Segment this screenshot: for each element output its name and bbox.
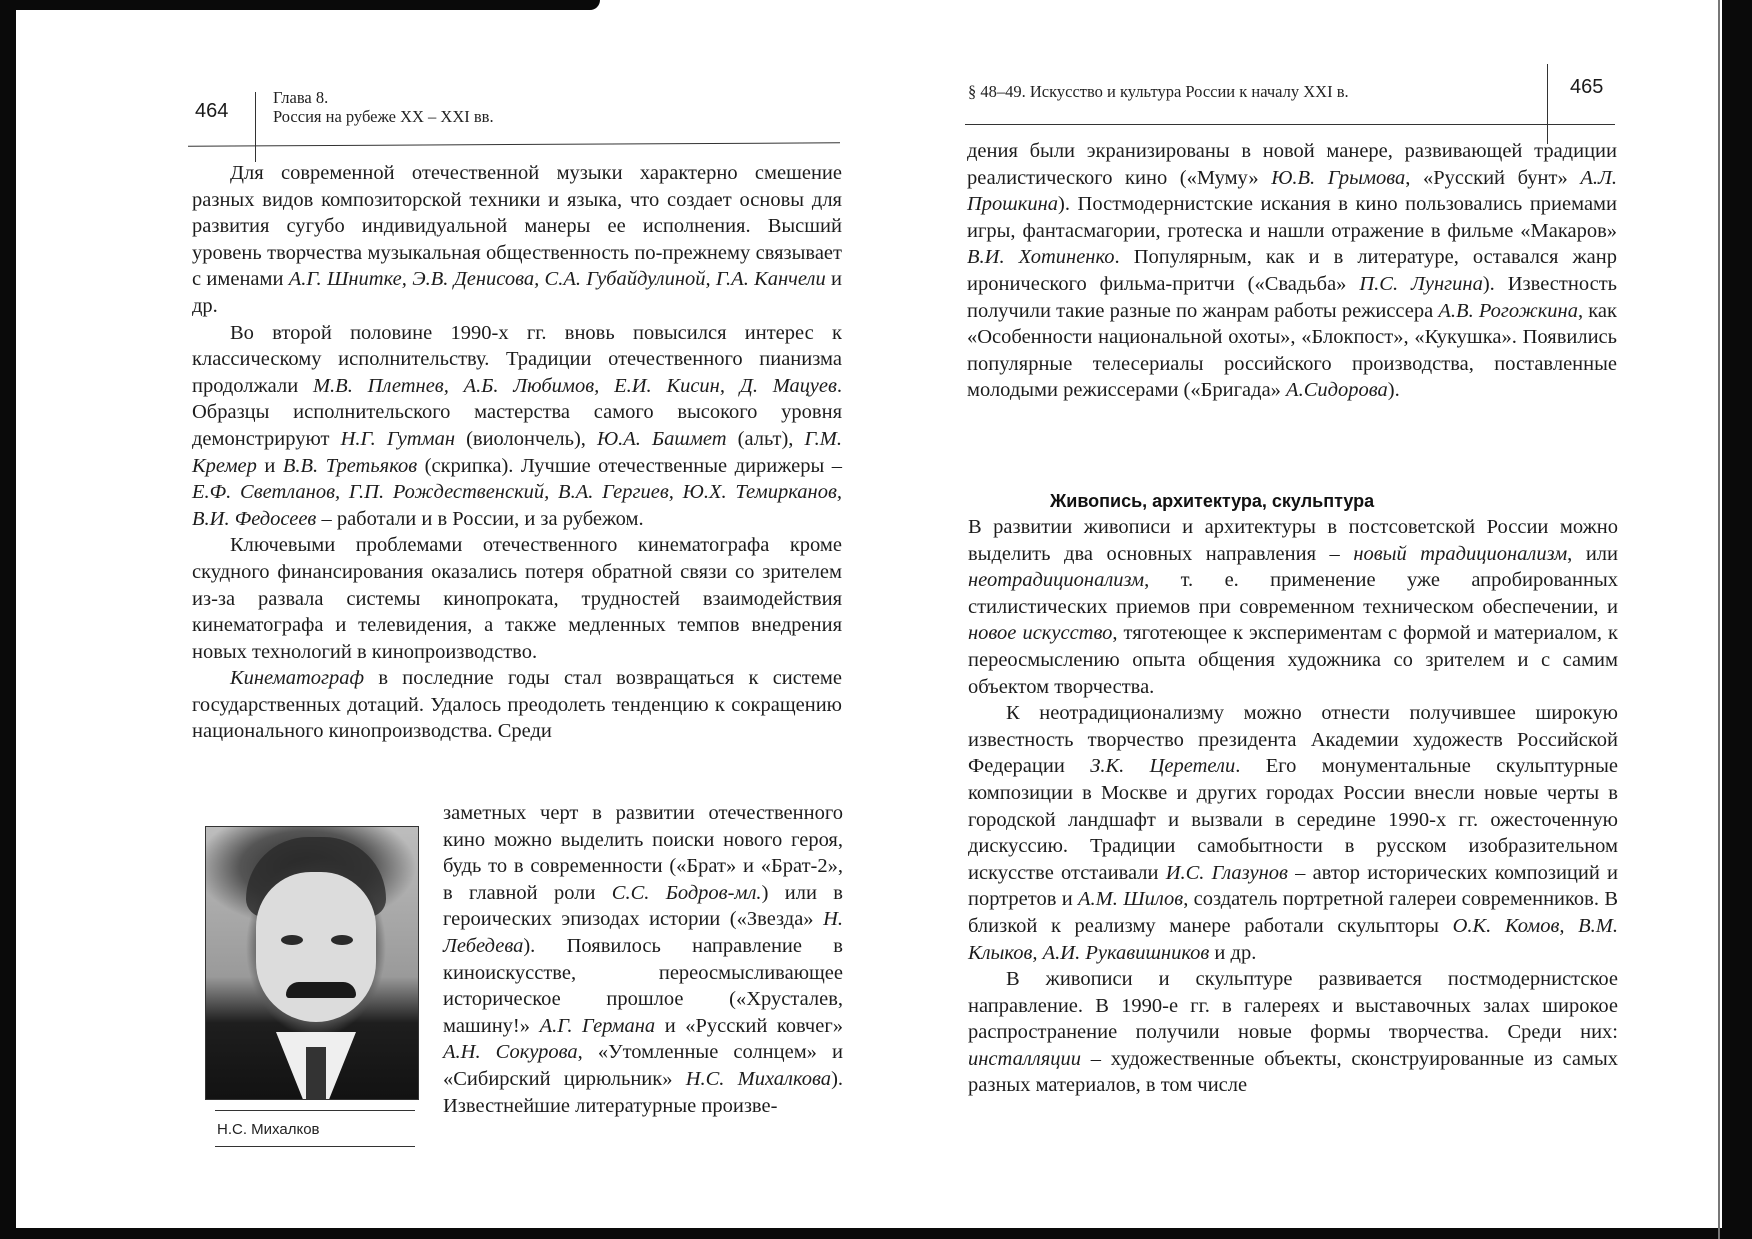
scan-border-right bbox=[1722, 0, 1752, 1239]
portrait-photo bbox=[205, 826, 419, 1100]
paragraph: В живописи и скульптуре развивается постмодернистское направление. В 1990-е гг. в галереях и выставочных залах широкое распространение получили новые формы творчества. Среди них: инсталляции – художественные объекты, сконструированные из самых разных материалов, в том числе bbox=[968, 968, 1618, 1097]
paragraph: Во второй половине 1990-х гг. вновь повысился интерес к классическому исполнительству. Традиции отечественного пианизма продолжали М.В. Плетнев, А.Б. Любимов, Е.И. Кисин, Д. Мацуев. Образцы исполнительского мастерства самого высокого уровня демонстрируют Н.Г. Гутман (виолончель), Ю.А. Башмет (альт), Г.М. Кремер и В.В. Третьяков (скрипка). Лучшие отечественные дирижеры – Е.Ф. Светланов, Г.П. Рождественский, В.А. Гергиев, Ю.Х. Темирканов, В.И. Федосеев – работали и в России, и за рубежом. bbox=[192, 321, 842, 530]
header-rule-left bbox=[188, 142, 840, 146]
scan-border-top bbox=[0, 0, 600, 10]
caption-rule-bottom bbox=[215, 1146, 415, 1147]
photo-caption: Н.С. Михалков bbox=[217, 1121, 320, 1138]
paragraph: Ключевыми проблемами отечественного кинематографа кроме скудного финансирования оказались потеря обратной связи со зрителем из-за развала системы кинопроката, трудностей взаимодействия кинематографа и телевидения, а также медленных темпов внедрения новых технологий в кинопроизводство. bbox=[192, 534, 842, 663]
paragraph: В развитии живописи и архитектуры в постсоветской России можно выделить два основных направления – новый традиционализм, или неотрадиционализм, т. е. применение уже апробированных стилистических приемов при современном техническом обеспечении, и новое искусство, тяготеющее к экспериментам с формой и материалом, к переосмыслению опыта общения художника со зрителем и с самим объектом творчества. bbox=[968, 516, 1618, 698]
scan-border-bottom bbox=[0, 1228, 1752, 1239]
paragraph-wrap: заметных черт в развитии отечественного кино можно выделить поиски нового героя, будь то в современности («Брат» и «Брат-2», в главной роли С.С. Бодров-мл.) или в героических эпизодах истории («Звезда» Н. Лебедева). Появилось направление в киноискусстве, переосмысливающее историческое прошлое («Хрусталев, машину!» А.Г. Германа и «Русский ковчег» А.Н. Сокурова, «Утомленные солнцем» и «Сибирский цирюльник» Н.С. Михалкова). Известнейшие литературные произве- bbox=[443, 802, 844, 1117]
running-head-left bbox=[273, 88, 494, 126]
section-heading: Живопись, архитектура, скульптура bbox=[1050, 491, 1375, 511]
page-number-right: 465 bbox=[1570, 76, 1604, 98]
header-rule-right bbox=[965, 124, 1615, 125]
scan-border-left bbox=[0, 0, 16, 1239]
header-divider-vertical-right bbox=[1547, 64, 1548, 144]
body-text-wrap bbox=[443, 800, 843, 1119]
running-head-right: § 48–49. Искусство и культура России к началу XXI в. bbox=[968, 82, 1349, 101]
body-text-right-bottom bbox=[968, 514, 1618, 1099]
page-number-left: 464 bbox=[195, 100, 229, 122]
paragraph: Для современной отечественной музыки характерно смешение разных видов композиторской техники и языка, что создает основы для развития сугубо индивидуальной манеры ее исполнения. Высший уровень творчества музыкальная общественность по-прежнему связывает с именами А.Г. Шнитке, Э.В. Денисова, С.А. Губайдулиной, Г.А. Канчели и др. bbox=[192, 162, 842, 317]
chapter-title: Россия на рубеже XX – XXI вв. bbox=[273, 107, 494, 126]
paragraph: К неотрадиционализму можно отнести получившее широкую известность творчество президента Академии художеств Российской Федерации З.К. Церетели. Его монументальные скульптурные композиции в Москве и других городах России внесли новые черты в городской ландшафт и вызвали в середине 1990-х гг. ожесточенную дискуссию. Традиции самобытности в русском изобразительном искусстве отстаивали И.С. Глазунов – автор исторических композиций и портретов и А.М. Шилов, создатель портретной галереи современников. В близкой к реализму манере работали скульпторы О.К. Комов, В.М. Клыков, А.И. Рукавишников и др. bbox=[968, 702, 1619, 964]
chapter-label: Глава 8. bbox=[273, 88, 329, 107]
header-divider-vertical bbox=[255, 92, 256, 162]
body-text-right-top bbox=[967, 138, 1617, 404]
body-text-left bbox=[192, 160, 842, 745]
caption-rule-top bbox=[215, 1110, 415, 1111]
paragraph: Кинематограф в последние годы стал возвращаться к системе государственных дотаций. Удалось преодолеть тенденцию к сокращению национального кинопроизводства. Среди bbox=[192, 667, 842, 743]
paragraph: дения были экранизированы в новой манере, развивающей традиции реалистического кино («Муму» Ю.В. Грымова, «Русский бунт» А.Л. Прошкина). Постмодернистские искания в кино пользовались приемами игры, фантасмагории, гротеска и нашли отражение в фильме «Макаров» В.И. Хотиненко. Популярным, как и в литературе, оставался жанр иронического фильма-притчи («Свадьба» П.С. Лунгина). Известность получили такие разные по жанрам работы режиссера А.В. Рогожкина, как «Особенности национальной охоты», «Блокпост», «Кукушка». Появились популярные телесериалы российского производства, поставленные молодыми режиссерами («Бригада» А.Сидорова). bbox=[967, 140, 1618, 402]
